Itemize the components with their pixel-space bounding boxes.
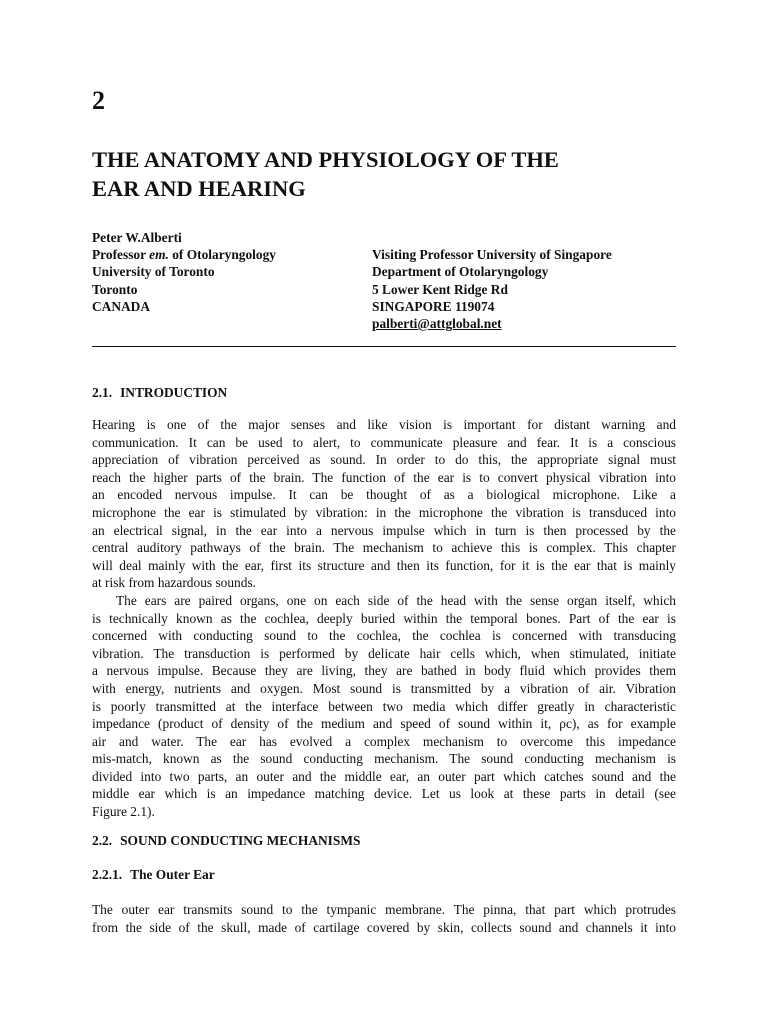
author-city: Toronto <box>92 281 138 297</box>
section-heading-sound-conducting <box>92 833 360 849</box>
subsection-number: 2.2.1. <box>92 867 123 882</box>
author-university: University of Toronto <box>92 264 215 280</box>
outer-ear-paragraph-1 <box>92 901 676 936</box>
text-line: a nervous impulse. Because they are living, they are bathed in body fluid which provides them <box>92 663 676 679</box>
outer-ear-body <box>92 901 676 936</box>
chapter-title-line-1: THE ANATOMY AND PHYSIOLOGY OF THE <box>92 147 559 172</box>
author-title: Professor em. of Otolaryngology <box>92 247 276 263</box>
text-line: central auditory pathways of the brain. The mechanism to achieve this is complex. This chapter <box>92 540 676 556</box>
text-line: an encoded nervous impulse. It can be thought of as a biological microphone. Like a <box>92 487 676 503</box>
visiting-professor-line: Visiting Professor University of Singapore <box>372 247 612 263</box>
text-line: air and water. The ear has evolved a complex mechanism to overcome this impedance <box>92 733 676 749</box>
text-line: The ears are paired organs, one on each side of the head with the sense organ itself, which <box>116 592 676 608</box>
author-country: CANADA <box>92 298 151 314</box>
text-line: Figure 2.1). <box>92 804 155 820</box>
department-line: Department of Otolaryngology <box>372 264 549 280</box>
street-address: 5 Lower Kent Ridge Rd <box>372 281 508 297</box>
text-line: The outer ear transmits sound to the tympanic membrane. The pinna, that part which protrudes <box>92 902 676 917</box>
text-line: with energy, nutrients and oxygen. Most sound is transmitted by a vibration of air. Vibration <box>92 680 676 696</box>
text-line: divided into two parts, an outer and the middle ear, an outer part which catches sound and the <box>92 768 676 784</box>
postal-city: SINGAPORE 119074 <box>372 298 495 314</box>
text-line: microphone the ear is stimulated by vibration: in the microphone the vibration is transduced into <box>92 504 676 520</box>
text-line: an electrical signal, in the ear into a nervous impulse which in turn is then processed by the <box>92 522 676 538</box>
chapter-title <box>92 145 692 203</box>
introduction-paragraph-1 <box>92 416 676 592</box>
text-line: is poorly transmitted at the interface between two media which differ greatly in characteristic <box>92 698 676 714</box>
section-number: 2.2. <box>92 833 113 848</box>
introduction-paragraph-2 <box>92 592 676 821</box>
section-number: 2.1. <box>92 385 113 400</box>
text-line: is technically known as the cochlea, deeply buried within the temporal bones. Part of the ear is <box>92 610 676 626</box>
text-line: from the side of the skull, made of cartilage covered by skin, collects sound and channels it into <box>92 919 676 935</box>
subsection-title: The Outer Ear <box>130 867 215 882</box>
chapter-number: 2 <box>92 86 105 115</box>
text-line: vibration. The transduction is performed by delicate hair cells which, when stimulated, initiate <box>92 645 676 661</box>
text-line: reach the higher parts of the brain. The function of the ear is to convert physical vibration into <box>92 469 676 485</box>
text-line: impedance (product of density of the medium and speed of sound within it, ρc), as for example <box>92 716 676 732</box>
author-name: Peter W.Alberti <box>92 230 182 245</box>
text-line: communication. It can be used to alert, to communicate pleasure and fear. It is a conscious <box>92 434 676 450</box>
text-line: Hearing is one of the major senses and like vision is important for distant warning and <box>92 417 676 432</box>
section-heading-introduction <box>92 385 227 401</box>
section-title: INTRODUCTION <box>120 385 228 400</box>
author-email-link[interactable]: palberti@attglobal.net <box>372 316 502 331</box>
section-title: SOUND CONDUCTING MECHANISMS <box>120 833 361 848</box>
introduction-body <box>92 416 676 821</box>
author-affiliation-toronto <box>92 229 362 315</box>
author-affiliation-singapore <box>372 229 682 332</box>
text-line: appreciation of vibration perceived as sound. In order to do this, the appropriate signal must <box>92 452 676 468</box>
subsection-heading-outer-ear <box>92 867 215 883</box>
text-line: at risk from hazardous sounds. <box>92 575 257 591</box>
author-spacer <box>372 229 682 246</box>
text-line: concerned with conducting sound to the cochlea, the cochlea is concerned with transducing <box>92 628 676 644</box>
header-divider <box>92 346 676 347</box>
text-line: middle ear which is an impedance matching device. Let us look at these parts in detail (see <box>92 786 676 802</box>
text-line: mis-match, known as the sound conducting mechanism. The sound conducting mechanism is <box>92 751 676 767</box>
text-line: will deal mainly with the ear, first its structure and then its function, for it is the ear that is mainly <box>92 557 676 573</box>
chapter-title-line-2: EAR AND HEARING <box>92 176 306 201</box>
